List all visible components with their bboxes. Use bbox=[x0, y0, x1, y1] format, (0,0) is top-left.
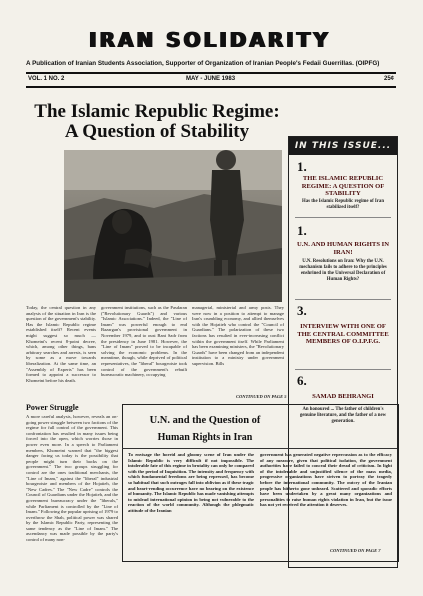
divider bbox=[26, 86, 396, 88]
lead-headline-line2: A Question of Stability bbox=[64, 121, 250, 142]
power-struggle-text: A more careful analysis, however, reveals an on-going power struggle between two factions of the regime for full control of the government. This confrontation has resulted in many issues being forced into the open, which worries those in power even more. In a speech to Parliament members, Khomeini warned that "the biggest danger facing us today is the possibility that people might turn their backs on the government." The two groups struggling for control are the ones traditional merchants, the "Line of Imam," against the "liberal" industrial bourgeoisie and members of the Hojatieh, the "New Cadres." The "New Cadre" controls the Council of Guardians under the Hojatieh, and the government bureaucracy under the "liberals," while Parliament is controlled by the "Line of Imam." Following the popular uprising of 1979 to overthrow the Shah, political power was shared by the Islamic Republic Party, representing the same tendency as the "Line of Imam." The ascendancy was made possible by the party's control of many non- bbox=[26, 414, 118, 543]
sidebar-item-1-text: Has the Islamic Republic regime of Iran stabilized itself? bbox=[302, 199, 384, 210]
second-article-column-2: government has generated negative repercussion as to the efficacy of any measure, given that political isolation, the government authorities have failed to conceal their dread of criticism. In light of the intolerable and unjustified silence of the mass media, progressive organizations have striven to portray the tragedy before the international community. The outcry of the Iranian people has hitherto gone unheard. Scattered and sporadic efforts have been undertaken by a great many organizations and personalities to raise human rights violation in Iran, but the issue has not yet received the attention it deserves. bbox=[260, 452, 392, 508]
lead-column-2: government institutions, such as the Pasdaran ("Revolutionary Guards") and various "Islamic Associations." Indeed, the "Line of Imam" was powerful enough to end Bazargan's provisional government in November 1979, and to oust Bani Sadr from the presidency in June 1981. However, the "Line of Imam" proved to be incapable of solving the economic problems. In the meantime, though, while deprived of political representatives, the "liberal" bourgeoisie took control of the government's rebuilt bureaucratic machinery, occupying bbox=[101, 305, 187, 378]
lead-column-1: Today, the central question in any analysis of the situation in Iran is the question of the government's stability. Has the Islamic Republic regime established itself? Recent events might suggest so much — Khomeini's recent 8-point decree, which, among other things, bans arbitrary searches and arrests, is seen by some as a move towards liberalization. At the same time, an "Assembly of Experts" has been formed to appoint a successor to Khomeini before his death. bbox=[26, 305, 96, 383]
sidebar-item-4-text: An honoured ... The father of children's genuine literature, and the father of a new generation. bbox=[299, 407, 387, 424]
second-article-title: U.N. and the Question of bbox=[149, 415, 261, 426]
lead-headline-line1: The Islamic Republic Regime: bbox=[34, 101, 280, 122]
masthead-title: IRAN SOLIDARITY bbox=[34, 28, 386, 52]
sidebar-item-1-title: THE ISLAMIC REPUBLIC REGIME: A QUESTION OF STABILITY bbox=[301, 175, 385, 197]
sidebar-item-2-title: U.N. AND HUMAN RIGHTS IN IRAN! bbox=[297, 241, 389, 256]
lead-headline bbox=[26, 102, 288, 142]
lead-photo bbox=[64, 150, 282, 302]
sidebar-item-2-number: 1. bbox=[297, 223, 307, 238]
divider bbox=[295, 369, 391, 370]
in-this-issue-heading: IN THIS ISSUE... bbox=[289, 137, 397, 155]
divider bbox=[26, 72, 396, 74]
second-article-column-1: To envisage the horrid and gloomy scene of Iran under the Islamic Republic is very difficult if not impossible. The intolerable fate of this regime in brutality can only be compared with the period of Inquisition. The intensity and frequency with which fundamental freedoms are being repressed, has become so habitual that such outrages fall into oblivion as if these tragic and heart-rending occurrence have no bearing on the existence of humanity. The Islamic Republic has made vanishing attempts to mislead international opinion in being not vulnerable to the reaction of the world community. Although the phlegmatic attitude of the Iranian bbox=[128, 452, 254, 513]
section-heading-power-struggle: Power Struggle bbox=[26, 403, 79, 412]
sidebar-item-3-title: INTERVIEW WITH ONE OF THE CENTRAL COMMITTEE MEMBERS OF O.I.P.F.G. bbox=[297, 323, 389, 345]
volume-label: VOL. 1 NO. 2 bbox=[28, 76, 65, 82]
divider bbox=[295, 217, 391, 218]
issue-price: 25¢ bbox=[383, 76, 394, 82]
divider bbox=[122, 448, 397, 449]
sidebar-item-3-number: 3. bbox=[297, 303, 307, 318]
lead-column-3: managerial, ministerial and army posts. They were now in a position to attempt to manage Iran's crumbling economy, and allied themselves with the Hojatieh who control the "Council of Guardians." The polarization of these two factions has resulted in ever-increasing conflict within the government itself. While Parliament has been examining ministers, the "Revolutionary Guards" have been changed from an independent institution to a ministry under government supervision. Bills bbox=[192, 305, 284, 366]
photo-illustration bbox=[64, 150, 282, 302]
issue-line bbox=[26, 75, 396, 85]
continued-note: CONTINUED ON PAGE 5 bbox=[236, 394, 287, 399]
publication-subhead: A Publication of Iranian Students Association, Supporter of Organization of Iranian People's Fedaii Guerrillas. (OIPFG) bbox=[26, 60, 380, 67]
sidebar-item-1-number: 1. bbox=[297, 159, 307, 174]
sidebar-item-4-number: 6. bbox=[297, 373, 307, 388]
continued-note: CONTINUED ON PAGE 7 bbox=[330, 548, 381, 553]
sidebar-item-4-title: SAMAD BEHRANGI bbox=[312, 393, 374, 400]
second-article-subtitle: Human Rights in Iran bbox=[157, 432, 253, 443]
sidebar-item-2-text: U.N. Resolutions on Iran: Why the U.N. mechanism fails to adhere to the principles enshrined in the Universal Declaration of Human Rights? bbox=[299, 259, 387, 282]
issue-date: MAY - JUNE 1983 bbox=[186, 76, 236, 82]
divider bbox=[295, 299, 391, 300]
